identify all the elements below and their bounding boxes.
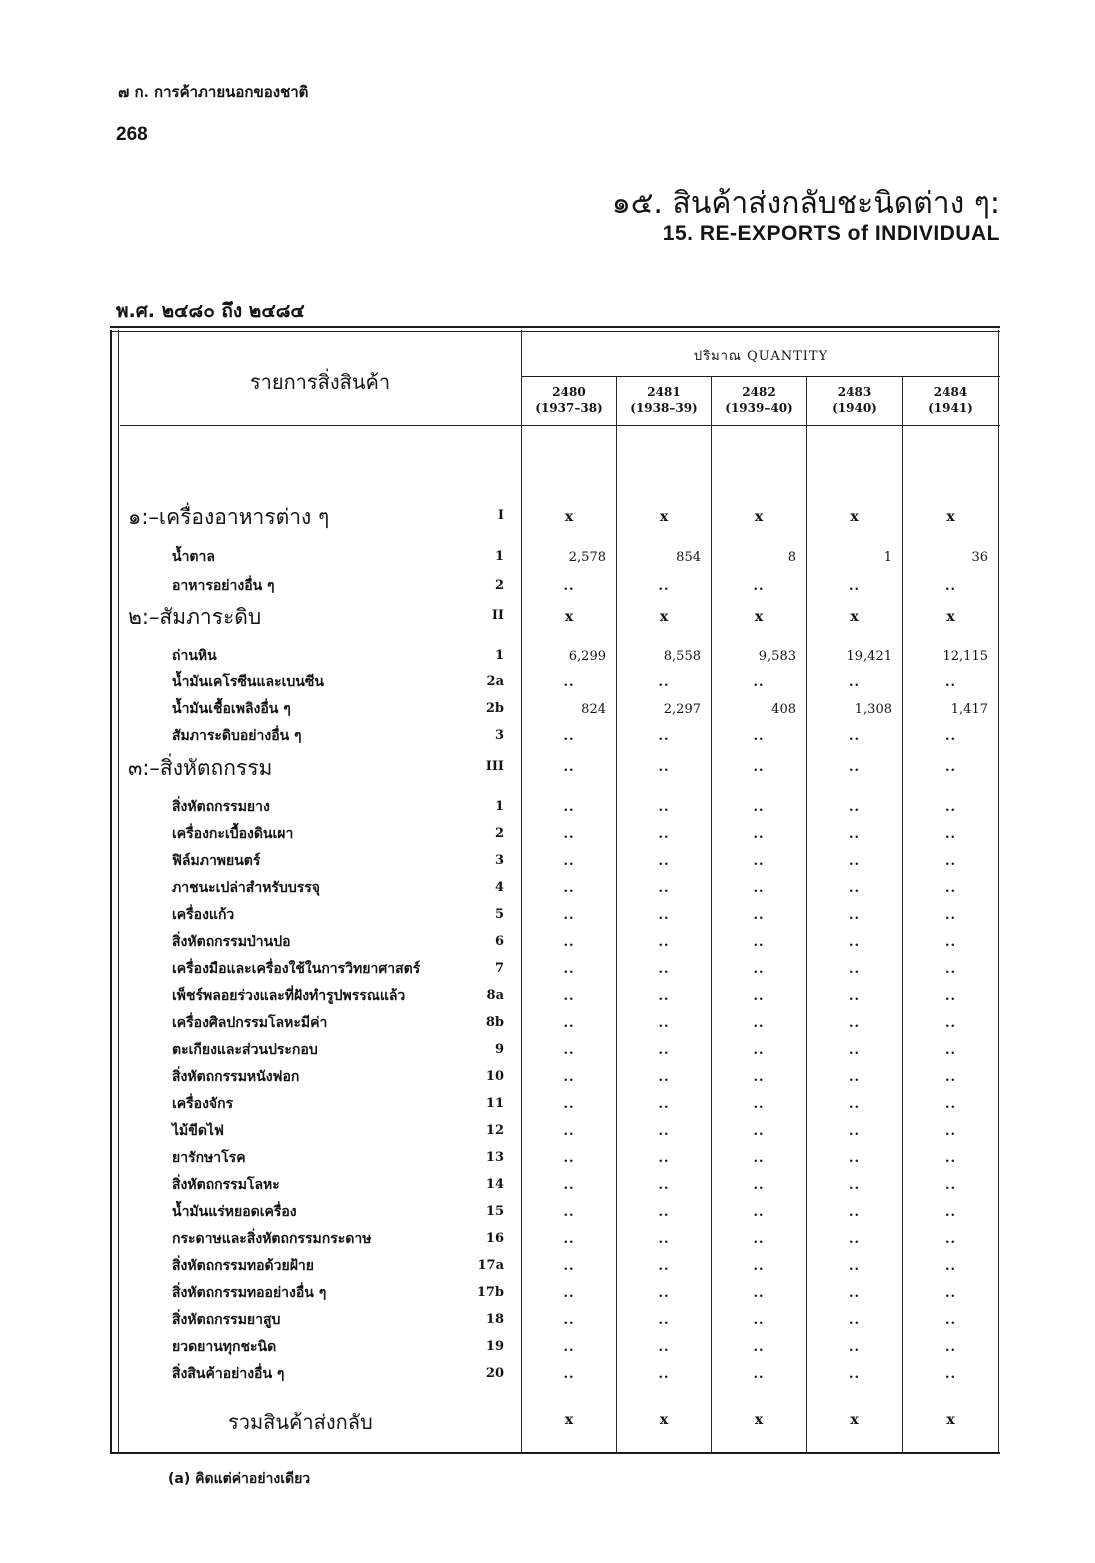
value-cell: .. <box>848 729 861 744</box>
value-cell: 8 <box>787 550 796 565</box>
value-cell: .. <box>848 1367 861 1382</box>
value-cell: .. <box>753 827 765 842</box>
value-cell: .. <box>848 908 861 923</box>
value-cell: .. <box>848 1097 861 1112</box>
value-cell: .. <box>944 675 957 690</box>
value-cell: .. <box>753 962 765 977</box>
item-label: น้ำตาล <box>172 549 215 565</box>
item-code: 18 <box>485 1312 504 1327</box>
item-code: 1 <box>494 799 504 814</box>
value-cell: x <box>659 509 669 525</box>
value-cell: 824 <box>581 702 606 717</box>
value-cell: .. <box>848 579 861 594</box>
value-cell: .. <box>563 908 575 923</box>
value-cell: .. <box>563 1070 575 1085</box>
item-label: กระดาษและสิ่งหัตถกรรมกระดาษ <box>172 1231 372 1247</box>
value-cell: .. <box>658 1178 670 1193</box>
value-cell: .. <box>563 854 575 869</box>
value-cell: .. <box>944 579 957 594</box>
year-column-header <box>617 384 711 416</box>
value-cell: .. <box>848 962 861 977</box>
value-cell: .. <box>753 935 765 950</box>
value-cell: x <box>564 509 574 525</box>
item-code: II <box>491 608 504 623</box>
value-cell: .. <box>563 1151 575 1166</box>
value-cell: .. <box>848 827 861 842</box>
value-cell: .. <box>658 1124 670 1139</box>
item-label: น้ำมันเชื้อเพลิงอื่น ๆ <box>172 701 291 717</box>
item-code: 2b <box>485 701 504 716</box>
item-code: 2 <box>494 578 504 593</box>
value-cell: .. <box>944 1043 957 1058</box>
value-cell: 2,297 <box>663 702 701 717</box>
value-cell: .. <box>944 760 957 775</box>
table-top-rule-inner <box>110 331 1000 332</box>
year-column-header <box>807 384 902 416</box>
item-label: น้ำมันแร่หยอดเครื่อง <box>172 1204 297 1220</box>
footnote: (a) คิดแต่ค่าอย่างเดียว <box>168 1471 311 1487</box>
value-cell: 1,417 <box>950 702 988 717</box>
value-cell: .. <box>944 1232 957 1247</box>
year-label: 2481 <box>647 385 681 399</box>
value-cell: .. <box>848 881 861 896</box>
header-bottom-rule <box>120 425 1000 426</box>
value-cell: .. <box>944 1178 957 1193</box>
year-column-header <box>903 384 998 416</box>
value-cell: .. <box>563 675 575 690</box>
item-label: ไม้ขีดไฟ <box>172 1123 224 1139</box>
value-cell: .. <box>848 1340 861 1355</box>
value-cell: .. <box>848 800 861 815</box>
value-cell: .. <box>563 935 575 950</box>
item-code: 17a <box>477 1258 504 1273</box>
item-code: 8b <box>485 1015 504 1030</box>
value-cell: .. <box>753 675 765 690</box>
value-cell: .. <box>658 760 670 775</box>
item-code: 10 <box>485 1069 504 1084</box>
value-cell: .. <box>563 1232 575 1247</box>
item-label: ยวดยานทุกชะนิด <box>172 1339 277 1355</box>
item-label: สิ่งหัตถกรรมหนังฟอก <box>172 1069 300 1085</box>
value-cell: x <box>754 509 764 525</box>
value-cell: x <box>850 609 859 625</box>
value-cell: 6,299 <box>568 649 606 664</box>
value-cell: .. <box>848 1016 861 1031</box>
table-left-border-inner <box>118 330 119 1454</box>
value-cell: .. <box>753 881 765 896</box>
item-code: 1 <box>494 648 504 663</box>
table-title-thai: ๑๕. สินค้าส่งกลับชะนิดต่าง ๆ: <box>611 186 1000 221</box>
value-cell: .. <box>563 1367 575 1382</box>
value-cell: .. <box>944 1151 957 1166</box>
value-cell: .. <box>753 1205 765 1220</box>
value-cell: .. <box>658 800 670 815</box>
value-cell: x <box>564 609 574 625</box>
item-label: ภาชนะเปล่าสำหรับบรรจุ <box>172 880 320 896</box>
value-cell: 408 <box>771 702 796 717</box>
item-code: 4 <box>494 880 504 895</box>
value-cell: 1 <box>883 550 892 565</box>
item-label: สิ่งหัตถกรรมทออย่างอื่น ๆ <box>172 1285 327 1301</box>
value-cell: .. <box>563 1313 575 1328</box>
value-cell: .. <box>848 1151 861 1166</box>
value-cell: .. <box>944 800 957 815</box>
value-cell: .. <box>563 1178 575 1193</box>
value-cell: .. <box>658 1070 670 1085</box>
item-label: เครื่องแก้ว <box>172 907 235 923</box>
value-cell: .. <box>944 854 957 869</box>
value-cell: .. <box>944 989 957 1004</box>
value-cell: .. <box>658 881 670 896</box>
value-cell: .. <box>563 1286 575 1301</box>
value-cell: .. <box>944 1313 957 1328</box>
year-label: 2482 <box>742 385 776 399</box>
item-code: 12 <box>485 1123 504 1138</box>
item-code: 8a <box>486 988 504 1003</box>
item-code: 1 <box>494 549 504 564</box>
value-cell: .. <box>753 1043 765 1058</box>
value-cell: x <box>659 1412 669 1428</box>
item-code: 7 <box>494 961 504 976</box>
value-cell: .. <box>658 854 670 869</box>
value-cell: x <box>946 609 955 625</box>
item-code: 2a <box>486 674 504 689</box>
value-cell: x <box>754 609 764 625</box>
item-label: ยารักษาโรค <box>172 1150 246 1166</box>
item-code: 17b <box>476 1285 504 1300</box>
value-cell: .. <box>658 1043 670 1058</box>
value-cell: .. <box>944 1097 957 1112</box>
value-cell: .. <box>753 1232 765 1247</box>
year-span: (1937–38) <box>535 401 603 415</box>
value-cell: 854 <box>676 550 701 565</box>
value-cell: .. <box>563 1124 575 1139</box>
value-cell: x <box>850 509 859 525</box>
value-cell: .. <box>944 962 957 977</box>
value-cell: .. <box>753 908 765 923</box>
period-label: พ.ศ. ๒๔๘๐ ถึง ๒๔๘๔ <box>116 300 305 322</box>
value-cell: .. <box>563 729 575 744</box>
value-cell: .. <box>944 1286 957 1301</box>
item-code: 3 <box>494 728 504 743</box>
value-cell: .. <box>848 1313 861 1328</box>
value-cell: .. <box>944 935 957 950</box>
year-column-header <box>712 384 806 416</box>
category-label: ๓:–สิ่งหัตถกรรม <box>128 756 273 780</box>
value-cell: .. <box>563 760 575 775</box>
value-cell: .. <box>563 1205 575 1220</box>
value-cell: .. <box>944 1205 957 1220</box>
value-cell: .. <box>753 1340 765 1355</box>
value-cell: .. <box>563 989 575 1004</box>
item-code: 20 <box>485 1366 504 1381</box>
value-cell: .. <box>563 881 575 896</box>
value-cell: .. <box>944 1259 957 1274</box>
value-cell: .. <box>848 1205 861 1220</box>
value-cell: .. <box>848 1124 861 1139</box>
value-cell: .. <box>848 675 861 690</box>
value-cell: x <box>946 1412 955 1428</box>
value-cell: 1,308 <box>854 702 892 717</box>
value-cell: .. <box>563 1097 575 1112</box>
item-label: ถ่านหิน <box>172 648 217 664</box>
value-cell: .. <box>563 579 575 594</box>
table-bottom-rule <box>110 1452 1000 1454</box>
value-cell: .. <box>658 1367 670 1382</box>
value-cell: .. <box>848 1259 861 1274</box>
value-cell: 12,115 <box>942 649 988 664</box>
table-left-border <box>110 330 112 1454</box>
item-code: 2 <box>494 826 504 841</box>
item-code: 9 <box>494 1042 504 1057</box>
category-label: ๑:–เครื่องอาหารต่าง ๆ <box>128 505 330 529</box>
item-code: 5 <box>494 907 504 922</box>
value-cell: .. <box>848 1232 861 1247</box>
category-label: ๒:–สัมภาระดิบ <box>128 605 262 629</box>
value-cell: .. <box>658 935 670 950</box>
item-label: เครื่องมือและเครื่องใช้ในการวิทยาศาสตร์ <box>172 961 421 977</box>
value-cell: .. <box>658 1097 670 1112</box>
value-cell: 9,583 <box>758 649 796 664</box>
value-cell: .. <box>753 1151 765 1166</box>
value-cell: .. <box>753 760 765 775</box>
value-cell: .. <box>753 1259 765 1274</box>
value-cell: .. <box>658 1313 670 1328</box>
table-title-english: 15. RE-EXPORTS of INDIVIDUAL <box>662 222 1000 245</box>
value-cell: .. <box>848 935 861 950</box>
value-cell: .. <box>944 1124 957 1139</box>
value-cell: .. <box>563 1043 575 1058</box>
value-cell: .. <box>658 908 670 923</box>
item-label: เครื่องกะเบื้องดินเผา <box>172 826 294 842</box>
value-cell: .. <box>563 1259 575 1274</box>
value-cell: .. <box>944 827 957 842</box>
item-label: สิ่งหัตถกรรมยาสูบ <box>172 1312 281 1328</box>
item-code: III <box>485 759 504 774</box>
value-cell: 2,578 <box>568 550 606 565</box>
value-cell: 19,421 <box>846 649 892 664</box>
value-cell: .. <box>658 1340 670 1355</box>
value-cell: .. <box>944 729 957 744</box>
year-column-header <box>522 384 616 416</box>
value-cell: .. <box>753 854 765 869</box>
item-code: 16 <box>485 1231 504 1246</box>
value-cell: .. <box>944 1340 957 1355</box>
year-label: 2483 <box>837 385 872 399</box>
value-cell: .. <box>753 1178 765 1193</box>
section-header: ๗ ก. การค้าภายนอกของชาติ <box>118 83 309 101</box>
value-cell: .. <box>658 1232 670 1247</box>
item-label: สิ่งหัตถกรรมโลหะ <box>172 1177 280 1193</box>
item-label: ฟิล์มภาพยนตร์ <box>172 853 261 869</box>
year-span: (1938–39) <box>630 401 698 415</box>
page-number: 268 <box>116 124 148 145</box>
value-cell: .. <box>753 1070 765 1085</box>
value-cell: .. <box>848 760 861 775</box>
value-cell: .. <box>658 675 670 690</box>
item-code: 13 <box>485 1150 504 1165</box>
value-cell: .. <box>753 1367 765 1382</box>
value-cell: .. <box>658 579 670 594</box>
item-code: 11 <box>485 1096 504 1111</box>
value-cell: .. <box>848 1043 861 1058</box>
value-cell: .. <box>848 1178 861 1193</box>
item-column-header: รายการสิ่งสินค้า <box>249 370 391 394</box>
total-row-label: รวมสินค้าส่งกลับ <box>228 1410 373 1434</box>
item-code: 6 <box>494 934 504 949</box>
value-cell: .. <box>658 989 670 1004</box>
value-cell: .. <box>658 729 670 744</box>
year-span: (1939–40) <box>725 401 793 415</box>
value-cell: .. <box>753 579 765 594</box>
year-span: (1941) <box>928 401 973 415</box>
table-top-rule <box>110 326 1000 328</box>
item-label: เพ็ชร์พลอยร่วงและที่ฝังทำรูปพรรณแล้ว <box>172 988 406 1004</box>
value-cell: .. <box>753 1097 765 1112</box>
table-right-border <box>998 330 999 1454</box>
value-cell: .. <box>944 1070 957 1085</box>
value-cell: .. <box>658 1205 670 1220</box>
value-cell: .. <box>658 962 670 977</box>
item-label: น้ำมันเคโรซีนและเบนซีน <box>172 674 324 690</box>
value-cell: .. <box>848 1070 861 1085</box>
item-label: ตะเกียงและส่วนประกอบ <box>172 1042 318 1058</box>
value-cell: x <box>946 509 955 525</box>
value-cell: x <box>564 1412 574 1428</box>
value-cell: .. <box>563 1340 575 1355</box>
value-cell: 8,558 <box>663 649 701 664</box>
item-code: 19 <box>485 1339 504 1354</box>
value-cell: .. <box>944 881 957 896</box>
value-cell: .. <box>753 800 765 815</box>
value-cell: .. <box>563 1016 575 1031</box>
value-cell: .. <box>944 1016 957 1031</box>
item-label: เครื่องจักร <box>172 1096 234 1112</box>
year-span: (1940) <box>832 401 877 415</box>
item-label: สิ่งหัตถกรรมทอด้วยฝ้าย <box>172 1258 314 1274</box>
value-cell: .. <box>658 1151 670 1166</box>
item-label: อาหารอย่างอื่น ๆ <box>172 578 275 594</box>
value-cell: .. <box>658 827 670 842</box>
value-cell: .. <box>848 1286 861 1301</box>
value-cell: 36 <box>971 550 988 565</box>
value-cell: .. <box>753 989 765 1004</box>
value-cell: .. <box>658 1016 670 1031</box>
quantity-column-header: ปริมาณ QUANTITY <box>693 349 829 364</box>
value-cell: .. <box>753 1124 765 1139</box>
value-cell: .. <box>658 1286 670 1301</box>
item-label: สิ่งหัตถกรรมป่านปอ <box>172 934 291 950</box>
value-cell: .. <box>848 854 861 869</box>
value-cell: .. <box>944 1367 957 1382</box>
item-code: I <box>497 508 504 523</box>
quantity-header-rule <box>522 376 1000 377</box>
value-cell: .. <box>944 908 957 923</box>
value-cell: x <box>754 1412 764 1428</box>
value-cell: .. <box>753 1286 765 1301</box>
value-cell: .. <box>848 989 861 1004</box>
value-cell: x <box>659 609 669 625</box>
value-cell: .. <box>658 1259 670 1274</box>
item-code: 15 <box>485 1204 504 1219</box>
item-label: สิ่งหัตถกรรมยาง <box>172 799 270 815</box>
value-cell: .. <box>753 1313 765 1328</box>
value-cell: .. <box>563 800 575 815</box>
item-label: เครื่องศิลปกรรมโลหะมีค่า <box>172 1015 328 1031</box>
item-code: 3 <box>494 853 504 868</box>
item-code: 14 <box>485 1177 504 1192</box>
value-cell: x <box>850 1412 859 1428</box>
value-cell: .. <box>753 729 765 744</box>
value-cell: .. <box>563 962 575 977</box>
value-cell: .. <box>563 827 575 842</box>
item-label: สัมภาระดิบอย่างอื่น ๆ <box>172 728 302 744</box>
item-label: สิ่งสินค้าอย่างอื่น ๆ <box>172 1366 285 1382</box>
year-label: 2480 <box>552 385 586 399</box>
value-cell: .. <box>753 1016 765 1031</box>
year-label: 2484 <box>933 385 968 399</box>
